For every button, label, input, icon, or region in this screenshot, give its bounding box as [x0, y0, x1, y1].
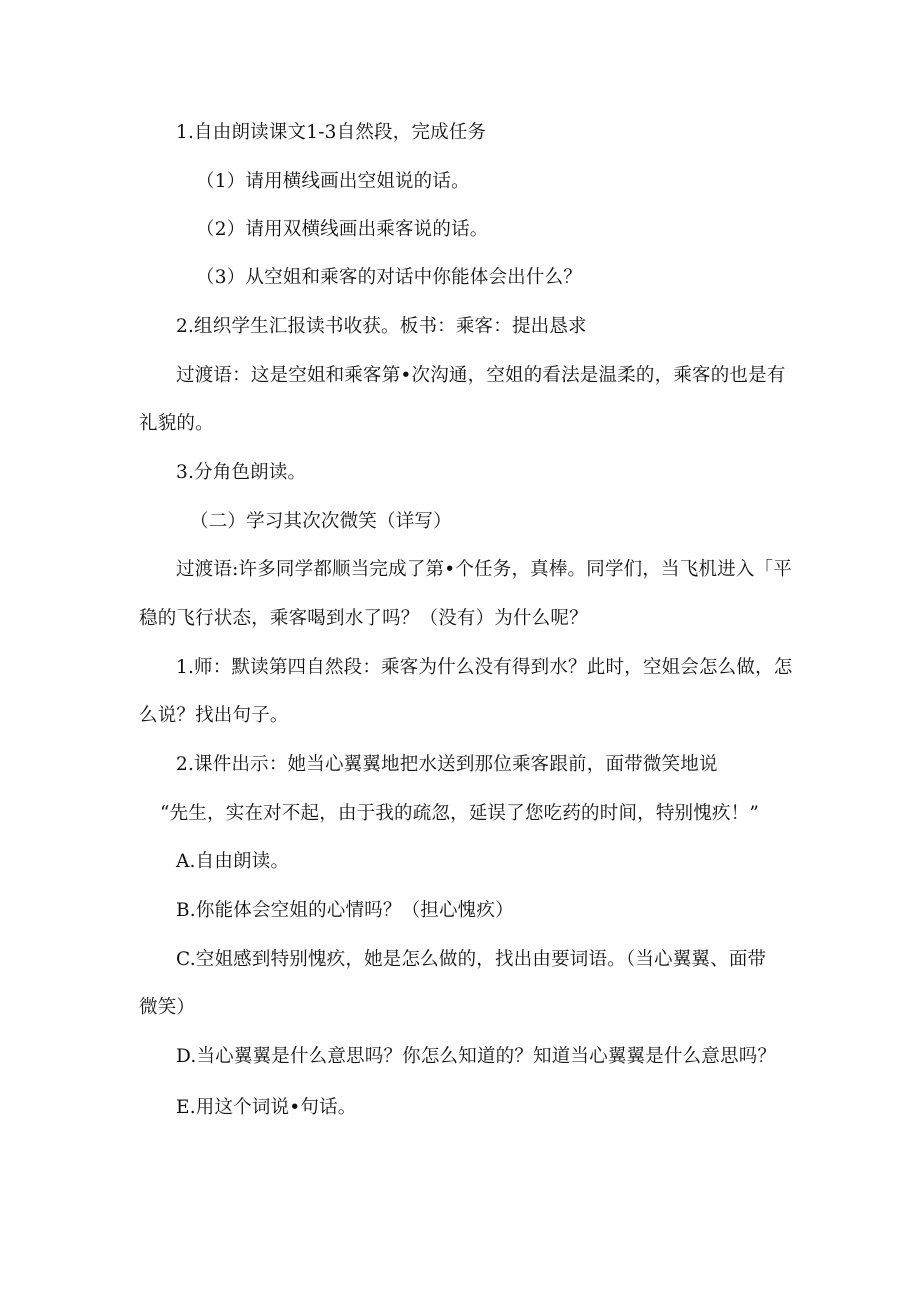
task-1-item-2: （2）请用双横线画出乘客说的话。 — [196, 219, 489, 240]
step-2-quote: “先生，实在对不起，由于我的疏忽，延误了您吃药的时间，特别愧疚！” — [160, 803, 760, 824]
item-c-line-2: 微笑） — [139, 997, 196, 1018]
task-1-item-3: （3）从空姐和乘客的对话中你能体会出什么？ — [196, 267, 582, 288]
task-3-heading: 3.分角色朗读。 — [176, 462, 307, 483]
step-1-line-1: 1.师：默读第四自然段：乘客为什么没有得到水？此时，空姐会怎么做，怎 — [176, 657, 793, 678]
task-1-heading: 1.自由朗读课文1-3自然段，完成任务 — [176, 122, 487, 143]
task-1-item-1: （1）请用横线画出空姐说的话。 — [196, 171, 470, 192]
transition-1-line-1: 过渡语：这是空姐和乘客第•次沟通，空姐的看法是温柔的，乘客的也是有 — [176, 365, 786, 386]
step-1-line-2: 么说？找出句子。 — [139, 705, 289, 726]
transition-1-line-2: 礼貌的。 — [139, 413, 214, 434]
item-d: D.当心翼翼是什么意思吗？你怎么知道的？知道当心翼翼是什么意思吗？ — [176, 1046, 777, 1067]
item-c-line-1: C.空姐感到特别愧疚，她是怎么做的，找出由要词语。（当心翼翼、面带 — [176, 949, 767, 970]
task-2-heading: 2.组织学生汇报读书收获。板书：乘客：提出恳求 — [176, 316, 587, 337]
transition-2-line-1: 过渡语:许多同学都顺当完成了第•个任务，真棒。同学们，当飞机进入「平 — [176, 559, 792, 580]
item-a: A.自由朗读。 — [176, 851, 290, 872]
step-2-line-1: 2.课件出示：她当心翼翼地把水送到那位乘客跟前，面带微笑地说 — [176, 754, 718, 775]
section-2-heading: （二）学习其次次微笑（详写） — [190, 511, 452, 532]
item-e: E.用这个词说•句话。 — [176, 1097, 357, 1118]
item-b: B.你能体会空姐的心情吗？（担心愧疚） — [176, 900, 514, 921]
transition-2-line-2: 稳的飞行状态，乘客喝到水了吗？（没有）为什么呢？ — [139, 608, 588, 629]
